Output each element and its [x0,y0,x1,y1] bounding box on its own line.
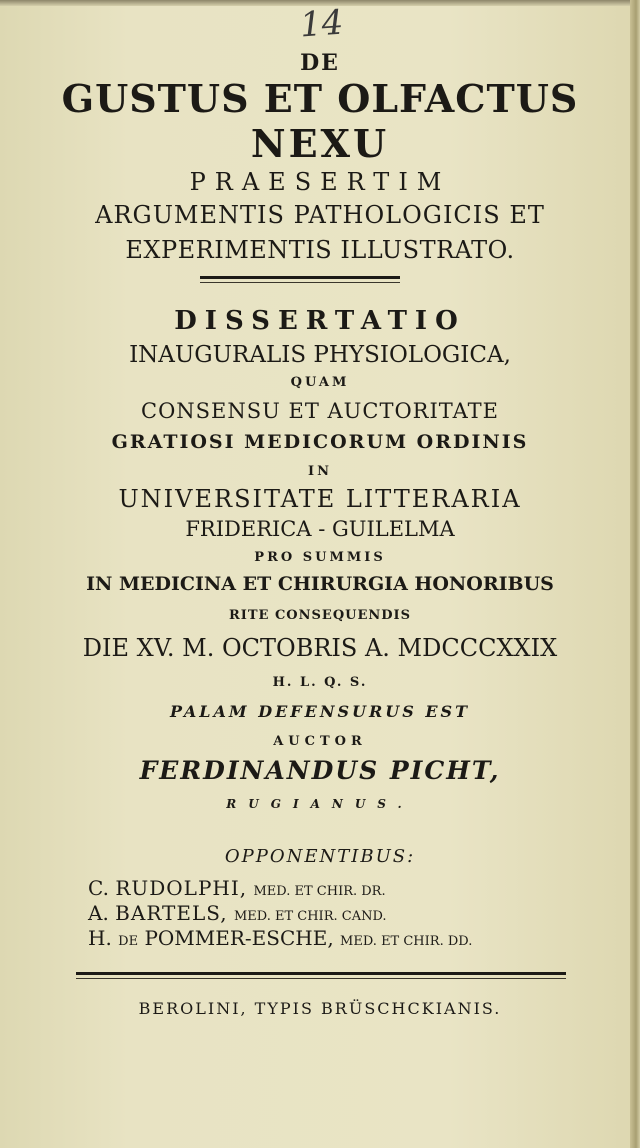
title-line4: ARGUMENTIS PATHOLOGICIS ET [95,201,545,229]
handwritten-note: 14 [298,2,345,46]
title-rule [200,276,400,279]
quam-line: QUAM [290,375,350,390]
opponent-3-name: POMMER-ESCHE, [144,926,334,950]
opponent-3-title: MED. ET CHIR. DD. [340,934,473,949]
pro-summis-line: PRO SUMMIS [254,550,386,565]
date-line: DIE XV. M. OCTOBRIS A. MDCCCXXIX [82,634,558,662]
opponent-1 [88,876,386,900]
honoribus-line: IN MEDICINA ET CHIRURGIA HONORIBUS [86,573,554,595]
title-de: DE [300,50,340,76]
opponent-1-title: MED. ET CHIR. DR. [253,884,386,899]
hlqs-line: H. L. Q. S. [272,675,368,690]
rite-line: RITE CONSEQUENDIS [228,608,412,623]
title-line5: EXPERIMENTIS ILLUSTRATO. [125,236,515,264]
in-line: IN [308,464,332,479]
palam-line: PALAM DEFENSURUS EST [169,702,470,721]
title-line1: GUSTUS ET OLFACTUS [61,76,579,121]
gratiosi-line: GRATIOSI MEDICORUM ORDINIS [111,431,529,453]
auctor-line: AUCTOR [273,734,367,749]
opponent-2-initial: A. [88,901,109,925]
author-name: FERDINANDUS PICHT, [139,756,501,785]
imprint-line: BEROLINI, TYPIS BRÜSCHCKIANIS. [138,999,502,1018]
opponent-3-initial: H. [88,926,112,950]
inauguralis-line: INAUGURALIS PHYSIOLOGICA, [129,342,511,368]
consensu-line: CONSENSU ET AUCTORITATE [141,399,499,423]
dissertatio-heading: DISSERTATIO [174,306,466,336]
universitate-line: UNIVERSITATE LITTERARIA [118,485,522,513]
friderica-line: FRIDERICA - GUILELMA [185,517,455,541]
rugianus-line: RUGIANUS. [226,797,414,811]
opponent-1-name: RUDOLPHI, [115,876,248,900]
title-rule-thin [200,282,400,283]
opponents-heading: OPPONENTIBUS: [224,846,416,867]
opponent-2 [88,901,387,925]
opponent-1-initial: C. [88,876,109,900]
bottom-rule-thin [76,978,566,979]
opponent-3-prefix: DE [118,934,139,949]
opponent-3 [88,926,472,950]
bottom-rule [76,972,566,975]
title-line3: PRAESERTIM [189,168,451,196]
opponent-2-name: BARTELS, [115,901,228,925]
opponent-2-title: MED. ET CHIR. CAND. [233,909,387,924]
title-line2: NEXU [250,121,390,166]
